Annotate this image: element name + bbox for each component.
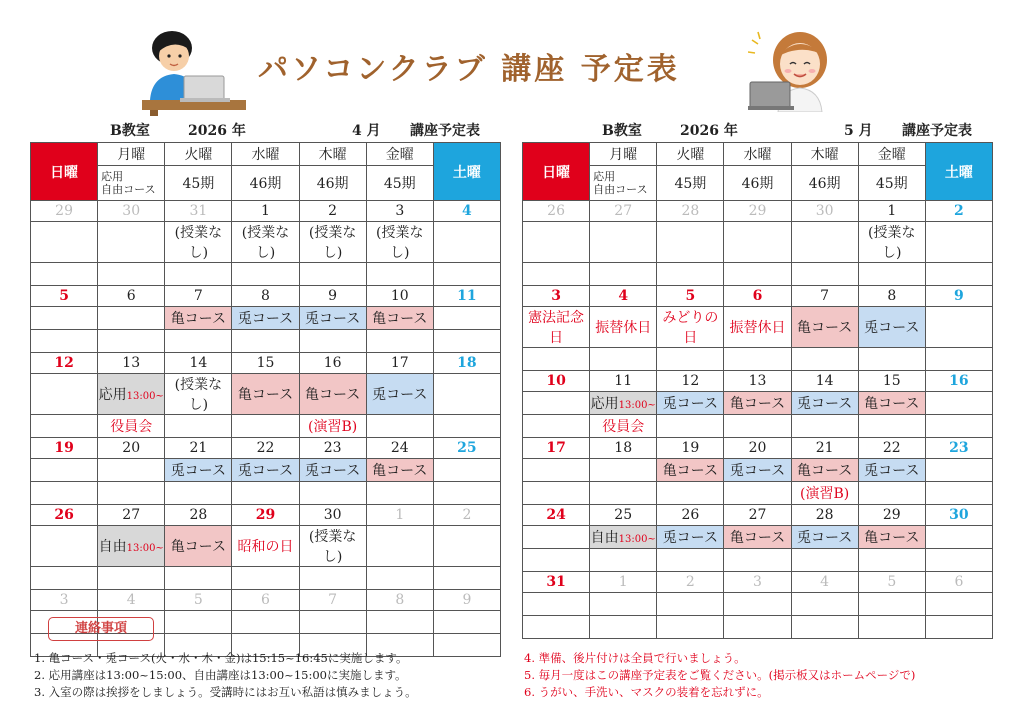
course-term-header: 45期: [858, 166, 925, 201]
event-cell: [433, 330, 500, 353]
event-cell: [590, 593, 657, 616]
course-term-header: 応用 自由コース: [590, 166, 657, 201]
event-cell: [657, 549, 724, 572]
event-cell: [31, 459, 98, 482]
april-header: [30, 120, 500, 140]
event-cell: [98, 567, 165, 590]
event-cell: [858, 263, 925, 286]
event-cell: [590, 222, 657, 263]
date-cell: 28: [791, 505, 858, 526]
event-cell: 兎コース: [791, 392, 858, 415]
note-5: 5. 毎月一度はこの講座予定表をご覧ください。(掲示板又はホームページで): [524, 668, 916, 682]
event-cell: 兎コース: [724, 459, 791, 482]
date-cell: 12: [657, 371, 724, 392]
date-cell: 1: [366, 505, 433, 526]
date-cell: 17: [366, 353, 433, 374]
date-cell: 2: [657, 572, 724, 593]
event-cell: 自由13:00~: [98, 526, 165, 567]
event-cell: [590, 549, 657, 572]
date-cell: 3: [366, 201, 433, 222]
date-cell: 13: [724, 371, 791, 392]
event-cell: 兎コース: [858, 459, 925, 482]
event-cell: (授業なし): [165, 222, 232, 263]
date-cell: 29: [858, 505, 925, 526]
weekday-header: 火曜: [657, 143, 724, 166]
date-cell: 10: [523, 371, 590, 392]
date-cell: 21: [791, 438, 858, 459]
date-cell: 6: [925, 572, 992, 593]
page-title: パソコンクラブ 講座 予定表: [258, 52, 680, 87]
event-cell: [925, 392, 992, 415]
date-cell: 19: [657, 438, 724, 459]
event-cell: [523, 593, 590, 616]
weekday-header: 月曜: [98, 143, 165, 166]
event-cell: [791, 616, 858, 639]
date-cell: 30: [791, 201, 858, 222]
event-cell: [590, 263, 657, 286]
event-cell: [232, 482, 299, 505]
boy-with-laptop-illustration: [140, 24, 248, 116]
date-cell: 9: [299, 286, 366, 307]
date-cell: 17: [523, 438, 590, 459]
date-cell: 6: [232, 590, 299, 611]
event-cell: 役員会: [590, 415, 657, 438]
date-cell: 20: [724, 438, 791, 459]
event-cell: [31, 330, 98, 353]
event-cell: 亀コース: [165, 526, 232, 567]
event-cell: [657, 348, 724, 371]
event-cell: [98, 222, 165, 263]
event-cell: [433, 263, 500, 286]
event-cell: [299, 482, 366, 505]
event-cell: [925, 593, 992, 616]
weekday-header: 水曜: [232, 143, 299, 166]
date-cell: 5: [31, 286, 98, 307]
event-cell: [791, 593, 858, 616]
date-cell: 15: [858, 371, 925, 392]
date-cell: 23: [925, 438, 992, 459]
event-cell: (演習B): [791, 482, 858, 505]
event-cell: [925, 482, 992, 505]
date-cell: 1: [858, 201, 925, 222]
event-cell: [523, 482, 590, 505]
event-cell: [98, 482, 165, 505]
date-cell: 7: [791, 286, 858, 307]
event-cell: [925, 307, 992, 348]
date-cell: 4: [433, 201, 500, 222]
event-cell: [791, 348, 858, 371]
event-cell: [433, 482, 500, 505]
event-cell: [433, 634, 500, 657]
event-cell: [523, 526, 590, 549]
event-cell: 昭和の日: [232, 526, 299, 567]
date-cell: 29: [31, 201, 98, 222]
date-cell: 6: [724, 286, 791, 307]
event-cell: [31, 222, 98, 263]
event-cell: [299, 330, 366, 353]
event-cell: [232, 611, 299, 634]
event-cell: [523, 263, 590, 286]
event-cell: [523, 222, 590, 263]
weekday-saturday: 土曜: [433, 143, 500, 201]
event-cell: [433, 567, 500, 590]
date-cell: 6: [98, 286, 165, 307]
event-cell: 自由13:00~: [590, 526, 657, 549]
event-cell: [31, 567, 98, 590]
course-term-header: 46期: [791, 166, 858, 201]
event-cell: [366, 567, 433, 590]
date-cell: 16: [299, 353, 366, 374]
event-cell: [299, 567, 366, 590]
date-cell: 18: [433, 353, 500, 374]
event-cell: [523, 459, 590, 482]
date-cell: 4: [590, 286, 657, 307]
may-header: [522, 120, 992, 140]
event-cell: 亀コース: [791, 307, 858, 348]
date-cell: 2: [433, 505, 500, 526]
date-cell: 8: [366, 590, 433, 611]
event-cell: [98, 459, 165, 482]
event-cell: [232, 263, 299, 286]
weekday-header: 木曜: [791, 143, 858, 166]
notes-left: [34, 650, 417, 701]
event-cell: [590, 616, 657, 639]
event-cell: 亀コース: [299, 374, 366, 415]
weekday-sunday: 日曜: [523, 143, 590, 201]
note-1: 1. 亀コース・兎コース(火・水・木・金)は15:15~16:45に実施します。: [34, 651, 408, 665]
april-year: 2026 年: [188, 123, 246, 139]
event-cell: [724, 222, 791, 263]
course-term-header: 46期: [724, 166, 791, 201]
event-cell: [433, 222, 500, 263]
event-cell: (授業なし): [299, 222, 366, 263]
event-cell: [925, 459, 992, 482]
event-cell: [232, 415, 299, 438]
event-cell: [433, 374, 500, 415]
course-term-header: 45期: [165, 166, 232, 201]
date-cell: 25: [433, 438, 500, 459]
event-cell: 亀コース: [366, 307, 433, 330]
date-cell: 3: [523, 286, 590, 307]
event-cell: 兎コース: [299, 459, 366, 482]
event-cell: [433, 415, 500, 438]
event-cell: [299, 263, 366, 286]
event-cell: [724, 593, 791, 616]
weekday-header: 木曜: [299, 143, 366, 166]
event-cell: [523, 549, 590, 572]
april-month: 4 月: [352, 123, 381, 139]
event-cell: [858, 616, 925, 639]
may-year: 2026 年: [680, 123, 738, 139]
event-cell: [433, 459, 500, 482]
event-cell: 振替休日: [590, 307, 657, 348]
date-cell: 8: [858, 286, 925, 307]
event-cell: [657, 222, 724, 263]
date-cell: 21: [165, 438, 232, 459]
date-cell: 23: [299, 438, 366, 459]
date-cell: 5: [858, 572, 925, 593]
date-cell: 7: [165, 286, 232, 307]
date-cell: 27: [98, 505, 165, 526]
event-cell: [433, 307, 500, 330]
event-cell: [724, 348, 791, 371]
may-room: B教室: [602, 123, 642, 139]
event-cell: (授業なし): [165, 374, 232, 415]
event-cell: [925, 415, 992, 438]
date-cell: 31: [523, 572, 590, 593]
april-room: B教室: [110, 123, 150, 139]
april-calendar: [30, 142, 501, 657]
date-cell: 14: [165, 353, 232, 374]
event-cell: [791, 415, 858, 438]
event-cell: [858, 593, 925, 616]
weekday-header: 水曜: [724, 143, 791, 166]
date-cell: 7: [299, 590, 366, 611]
event-cell: [523, 348, 590, 371]
event-cell: 応用13:00~: [590, 392, 657, 415]
weekday-saturday: 土曜: [925, 143, 992, 201]
event-cell: [523, 392, 590, 415]
date-cell: 26: [523, 201, 590, 222]
event-cell: [366, 611, 433, 634]
date-cell: 28: [657, 201, 724, 222]
date-cell: 2: [299, 201, 366, 222]
event-cell: [724, 415, 791, 438]
event-cell: 兎コース: [791, 526, 858, 549]
may-month: 5 月: [844, 123, 873, 139]
event-cell: 亀コース: [791, 459, 858, 482]
event-cell: 兎コース: [657, 526, 724, 549]
event-cell: 兎コース: [165, 459, 232, 482]
event-cell: 亀コース: [366, 459, 433, 482]
event-cell: [724, 482, 791, 505]
course-term-header: 応用 自由コース: [98, 166, 165, 201]
event-cell: 振替休日: [724, 307, 791, 348]
event-cell: [724, 616, 791, 639]
note-6: 6. うがい、手洗い、マスクの装着を忘れずに。: [524, 685, 769, 699]
event-cell: [165, 415, 232, 438]
event-cell: [925, 222, 992, 263]
event-cell: [31, 415, 98, 438]
event-cell: [165, 263, 232, 286]
event-cell: (授業なし): [366, 222, 433, 263]
event-cell: 兎コース: [858, 307, 925, 348]
event-cell: [590, 459, 657, 482]
date-cell: 28: [165, 505, 232, 526]
woman-with-laptop-illustration: [748, 30, 838, 112]
event-cell: [858, 415, 925, 438]
date-cell: 11: [590, 371, 657, 392]
date-cell: 26: [31, 505, 98, 526]
event-cell: [858, 482, 925, 505]
date-cell: 2: [925, 201, 992, 222]
event-cell: [165, 567, 232, 590]
event-cell: [366, 526, 433, 567]
event-cell: 亀コース: [724, 392, 791, 415]
event-cell: 憲法記念日: [523, 307, 590, 348]
event-cell: [98, 263, 165, 286]
date-cell: 30: [925, 505, 992, 526]
event-cell: [657, 593, 724, 616]
event-cell: [925, 263, 992, 286]
event-cell: [299, 611, 366, 634]
note-2: 2. 応用講座は13:00~15:00、自由講座は13:00~15:00に実施します。: [34, 668, 407, 682]
date-cell: 13: [98, 353, 165, 374]
date-cell: 24: [523, 505, 590, 526]
event-cell: [232, 567, 299, 590]
event-cell: [31, 263, 98, 286]
event-cell: [925, 549, 992, 572]
event-cell: 亀コース: [858, 526, 925, 549]
date-cell: 4: [791, 572, 858, 593]
course-term-header: 46期: [299, 166, 366, 201]
may-label: 講座予定表: [902, 123, 972, 139]
event-cell: 亀コース: [232, 374, 299, 415]
event-cell: [232, 330, 299, 353]
event-cell: [925, 526, 992, 549]
april-label: 講座予定表: [410, 123, 480, 139]
event-cell: みどりの日: [657, 307, 724, 348]
event-cell: [31, 482, 98, 505]
event-cell: (演習B): [299, 415, 366, 438]
event-cell: [165, 482, 232, 505]
event-cell: 兎コース: [232, 459, 299, 482]
event-cell: [724, 263, 791, 286]
date-cell: 12: [31, 353, 98, 374]
date-cell: 29: [232, 505, 299, 526]
date-cell: 16: [925, 371, 992, 392]
event-cell: [165, 330, 232, 353]
date-cell: 5: [657, 286, 724, 307]
date-cell: 25: [590, 505, 657, 526]
course-term-header: 46期: [232, 166, 299, 201]
event-cell: 亀コース: [858, 392, 925, 415]
event-cell: [98, 330, 165, 353]
weekday-header: 月曜: [590, 143, 657, 166]
event-cell: 兎コース: [299, 307, 366, 330]
event-cell: [366, 263, 433, 286]
date-cell: 14: [791, 371, 858, 392]
event-cell: [657, 415, 724, 438]
date-cell: 22: [232, 438, 299, 459]
event-cell: 亀コース: [165, 307, 232, 330]
note-4: 4. 準備、後片付けは全員で行いましょう。: [524, 651, 746, 665]
date-cell: 27: [590, 201, 657, 222]
event-cell: [925, 348, 992, 371]
event-cell: [858, 549, 925, 572]
weekday-header: 金曜: [858, 143, 925, 166]
notes-right: [524, 650, 915, 701]
date-cell: 18: [590, 438, 657, 459]
date-cell: 9: [925, 286, 992, 307]
event-cell: [366, 330, 433, 353]
date-cell: 26: [657, 505, 724, 526]
event-cell: [31, 307, 98, 330]
date-cell: 31: [165, 201, 232, 222]
event-cell: [98, 307, 165, 330]
date-cell: 5: [165, 590, 232, 611]
event-cell: [657, 482, 724, 505]
event-cell: (授業なし): [858, 222, 925, 263]
event-cell: [791, 263, 858, 286]
event-cell: [366, 482, 433, 505]
event-cell: [590, 348, 657, 371]
event-cell: [657, 616, 724, 639]
event-cell: [657, 263, 724, 286]
notice-label: 連絡事項: [48, 617, 154, 641]
event-cell: [31, 526, 98, 567]
date-cell: 24: [366, 438, 433, 459]
event-cell: [366, 415, 433, 438]
event-cell: [724, 549, 791, 572]
date-cell: 3: [31, 590, 98, 611]
event-cell: [165, 611, 232, 634]
event-cell: 兎コース: [657, 392, 724, 415]
event-cell: [791, 549, 858, 572]
event-cell: 応用13:00~: [98, 374, 165, 415]
date-cell: 1: [590, 572, 657, 593]
event-cell: [523, 415, 590, 438]
date-cell: 22: [858, 438, 925, 459]
weekday-sunday: 日曜: [31, 143, 98, 201]
date-cell: 1: [232, 201, 299, 222]
date-cell: 15: [232, 353, 299, 374]
event-cell: [858, 348, 925, 371]
date-cell: 30: [299, 505, 366, 526]
event-cell: [523, 616, 590, 639]
event-cell: [31, 374, 98, 415]
course-term-header: 45期: [366, 166, 433, 201]
date-cell: 30: [98, 201, 165, 222]
weekday-header: 金曜: [366, 143, 433, 166]
event-cell: (授業なし): [232, 222, 299, 263]
event-cell: 役員会: [98, 415, 165, 438]
event-cell: [433, 611, 500, 634]
event-cell: 兎コース: [366, 374, 433, 415]
event-cell: 亀コース: [724, 526, 791, 549]
date-cell: 8: [232, 286, 299, 307]
event-cell: [590, 482, 657, 505]
date-cell: 11: [433, 286, 500, 307]
date-cell: 27: [724, 505, 791, 526]
date-cell: 9: [433, 590, 500, 611]
date-cell: 3: [724, 572, 791, 593]
date-cell: 20: [98, 438, 165, 459]
event-cell: [433, 526, 500, 567]
event-cell: (授業なし): [299, 526, 366, 567]
event-cell: [925, 616, 992, 639]
event-cell: [791, 222, 858, 263]
event-cell: 兎コース: [232, 307, 299, 330]
date-cell: 19: [31, 438, 98, 459]
weekday-header: 火曜: [165, 143, 232, 166]
event-cell: 亀コース: [657, 459, 724, 482]
date-cell: 10: [366, 286, 433, 307]
note-3: 3. 入室の際は挨拶をしましょう。受講時にはお互い私語は慎みましょう。: [34, 685, 417, 699]
course-term-header: 45期: [657, 166, 724, 201]
may-calendar: [522, 142, 993, 639]
date-cell: 29: [724, 201, 791, 222]
date-cell: 4: [98, 590, 165, 611]
